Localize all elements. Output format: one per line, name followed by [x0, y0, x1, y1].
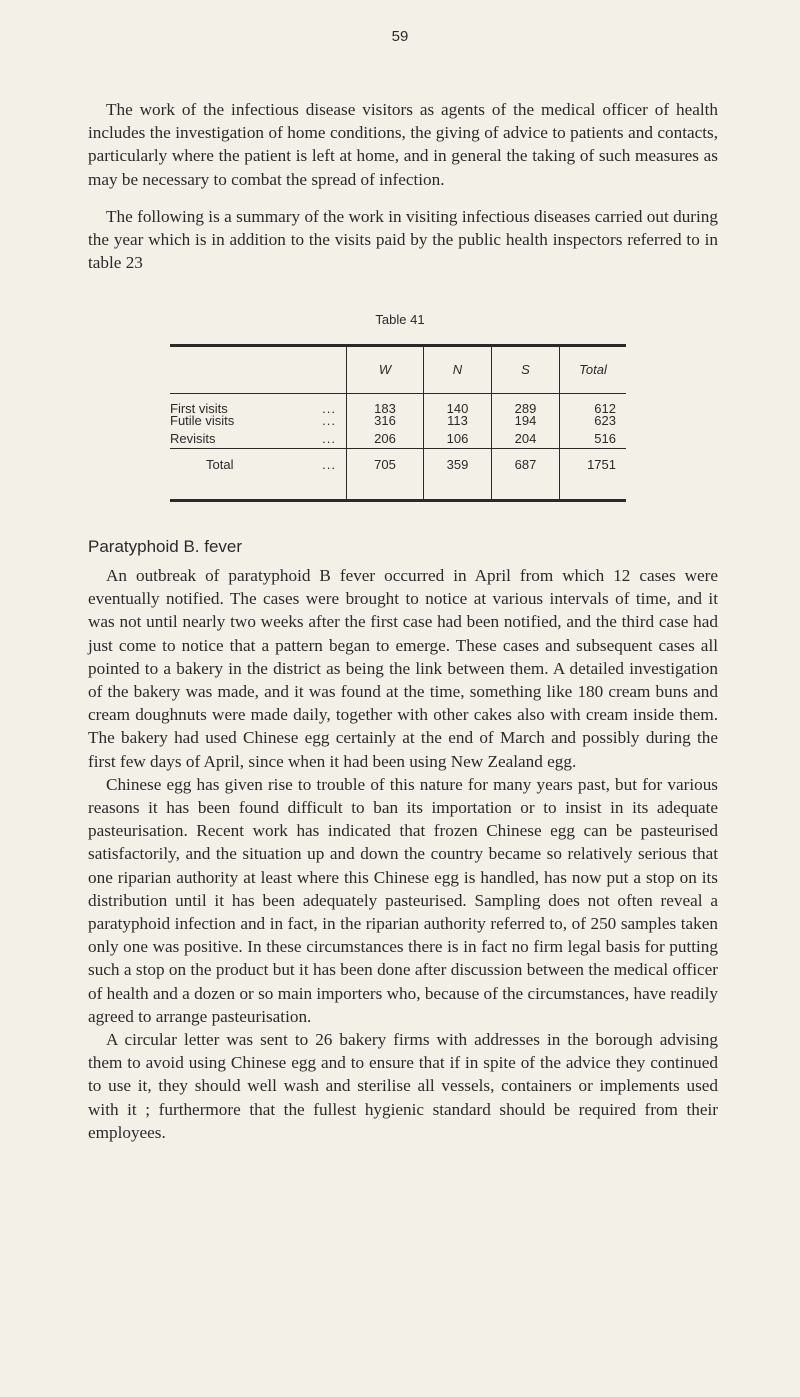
cell-n: 113 [423, 412, 491, 430]
col-header-n: N [423, 347, 491, 393]
cell-total: 612 [559, 394, 626, 412]
section-paragraph: An outbreak of paratyphoid B fever occurred in April from which 12 cases were eventually notified. The cases were brought to notice at various intervals of time, and it was not until nearly two weeks after the first case had been notified, and the third case had just come to notice that a pattern began to emerge. These cases and subsequent cases all pointed to a bakery in the district as being the link between them. A detailed investigation of the bakery was made, and it was found at the time, something like 180 cream buns and cream doughnuts were made daily, together with other cakes also with cream inside them. The bakery had used Chinese egg certainly at the end of March and possibly during the first few days of April, since when it had been using New Zealand egg. [88, 566, 718, 771]
table-caption: Table 41 [375, 312, 425, 327]
table-row [170, 412, 626, 430]
intro-paragraph: The following is a summary of the work in visiting infectious diseases carried out during the year which is in addition to the visits paid by the public health inspectors referred to in table 23 [88, 206, 718, 273]
col-header-total: Total [559, 347, 626, 393]
paratyphoid-text [88, 564, 718, 1144]
page-number: 59 [391, 28, 409, 45]
table-header-row [170, 347, 626, 393]
row-label-cell [170, 412, 346, 430]
table-total-row [170, 449, 626, 499]
header-blank [170, 347, 346, 393]
visits-table [170, 344, 626, 502]
cell-total: 623 [559, 412, 626, 430]
section-paragraph: Chinese egg has given rise to trouble of this nature for many years past, but for various reasons it has been found difficult to ban its importation or to insist in its adequate pasteurisation. Recent work has indicated that frozen Chinese egg can be pasteurised satisfactorily, and the situation up and down the country became so relatively serious that one riparian authority at least where this Chinese egg is handled, has now put a stop on its distribution until it has been adequately pasteurised. Sampling does not often reveal a paratyphoid infection and in fact, in the riparian authority referred to, of 250 samples taken only one was positive. In these circumstances there is in fact no firm legal basis for putting such a stop on the product but it has been done after discussion between the medical officer of health and a dozen or so main importers who, because of the circumstances, have readily agreed to arrange pasteurisation. [88, 774, 718, 1026]
total-label: Total [206, 457, 234, 472]
cell-n: 106 [423, 430, 491, 448]
cell-w: 316 [346, 412, 423, 430]
row-label: Futile visits [170, 413, 235, 428]
col-header-s: S [491, 347, 559, 393]
row-leader: ... [322, 413, 336, 428]
total-total: 1751 [559, 449, 626, 499]
row-label-cell [170, 430, 346, 448]
row-leader: ... [322, 431, 336, 446]
row-label: Revisits [170, 431, 216, 446]
total-s: 687 [491, 449, 559, 499]
cell-total: 516 [559, 430, 626, 448]
row-label: First visits [170, 401, 228, 416]
intro-text [88, 98, 718, 274]
row-leader: ... [322, 457, 336, 472]
section-heading: Paratyphoid B. fever [88, 537, 243, 556]
table-row [170, 430, 626, 448]
cell-n: 140 [423, 394, 491, 412]
intro-paragraph: The work of the infectious disease visitors as agents of the medical officer of health includes the investigation of home conditions, the giving of advice to patients and contacts, particularly where the patient is left at home, and in general the taking of such measures as may be necessary to combat the spread of infection. [88, 100, 718, 189]
cell-s: 204 [491, 430, 559, 448]
section-paragraph: A circular letter was sent to 26 bakery firms with addresses in the borough advising them to avoid using Chinese egg and to ensure that if in spite of the advice they continued to use it, they should well wash and sterilise all vessels, containers or implements used with it ; furthermore that the fullest hygienic standard should be required from their employees. [88, 1030, 718, 1142]
cell-w: 183 [346, 394, 423, 412]
table-bottom-rule [170, 499, 626, 502]
total-n: 359 [423, 449, 491, 499]
row-leader: ... [322, 401, 336, 416]
total-w: 705 [346, 449, 423, 499]
row-label-cell [170, 394, 346, 416]
col-header-w: W [346, 347, 423, 393]
cell-s: 194 [491, 412, 559, 430]
table-row [170, 394, 626, 416]
cell-w: 206 [346, 430, 423, 448]
cell-s: 289 [491, 394, 559, 412]
total-label-cell [170, 449, 346, 499]
